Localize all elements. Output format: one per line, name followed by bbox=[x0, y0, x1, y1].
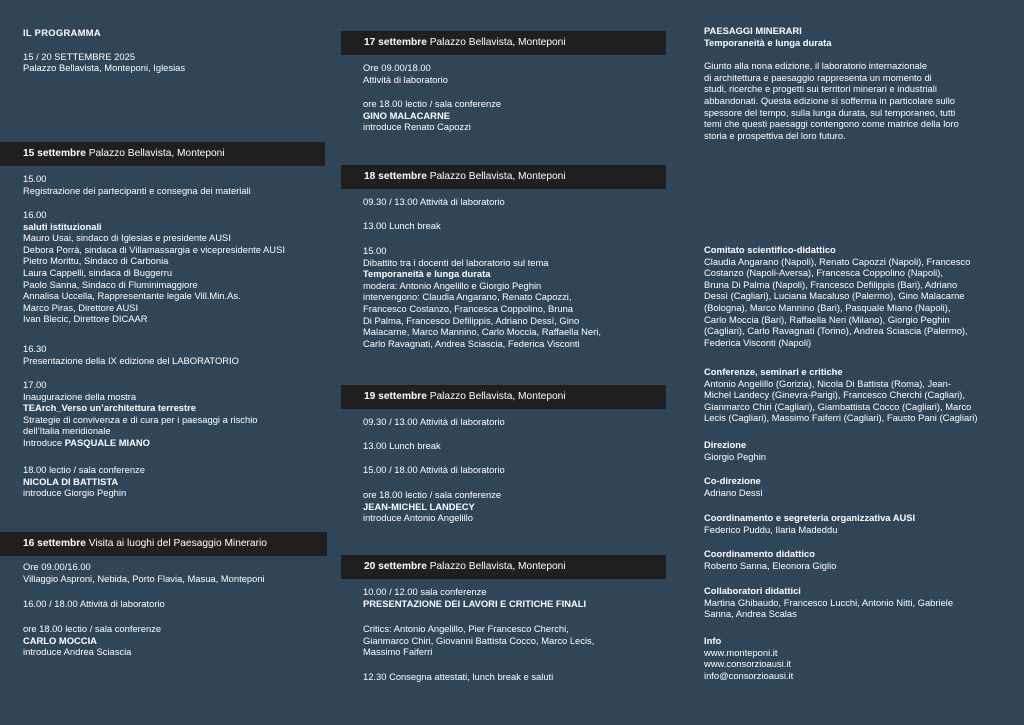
section-heading: Conferenze, seminari e critiche bbox=[704, 366, 843, 377]
section-line: Martina Ghibaudo, Francesco Lucchi, Antonio Nitti, Gabriele bbox=[704, 596, 954, 608]
day-place: Palazzo Bellavista, Monteponi bbox=[429, 561, 566, 572]
event-text: Di Palma, Francesco Defilippis, Adriano Dessì, Gino bbox=[363, 314, 580, 326]
event-lab-19b bbox=[363, 464, 671, 476]
event-text: Registrazione dei partecipanti e consegna dei materiali bbox=[23, 184, 251, 196]
day-place: Palazzo Bellavista, Monteponi bbox=[429, 171, 566, 182]
section-line: Dessì (Cagliari), Luciana Macaluso (Palermo), Gino Malacarne bbox=[704, 290, 965, 302]
event-closing bbox=[363, 671, 671, 683]
event-text: Presentazione della IX edizione del LABORATORIO bbox=[23, 354, 239, 366]
day-place: Visita ai luoghi del Paesaggio Minerario bbox=[88, 538, 267, 549]
event-text: Massimo Faiferri bbox=[363, 646, 433, 658]
event-text: introduce Antonio Angelillo bbox=[363, 512, 473, 524]
event-time: 16.00 bbox=[23, 209, 47, 220]
section-line: Lecis (Cagliari), Massimo Faiferri (Cagliari), Fausto Pani (Cagliari) bbox=[704, 412, 978, 424]
event-lab-19a bbox=[363, 416, 671, 428]
event-text: 15.00 / 18.00 Attività di laboratorio bbox=[363, 464, 505, 475]
conferences-section bbox=[704, 366, 1004, 424]
day-header-18 bbox=[341, 165, 666, 189]
section-heading: Info bbox=[704, 635, 722, 646]
event-saluti bbox=[23, 209, 340, 325]
day-place: Palazzo Bellavista, Monteponi bbox=[429, 391, 566, 402]
event-text: Dibattito tra i docenti del laboratorio sul tema bbox=[363, 256, 549, 268]
section-line: Sanna, Andrea Scalas bbox=[704, 608, 797, 620]
day-date: 20 settembre bbox=[364, 561, 427, 572]
day-header-19 bbox=[341, 385, 666, 409]
day-date: 16 settembre bbox=[23, 538, 86, 549]
event-title: TEArch_Verso un’architettura terrestre bbox=[23, 402, 196, 414]
section-heading: Comitato scientifico-didattico bbox=[704, 244, 836, 255]
section-line: (Cagliari), Carlo Ravagnati (Torino), Andrea Sciascia (Palermo), bbox=[704, 325, 968, 337]
event-text: Gianmarco Chiri, Giovanni Battista Cocco, Marco Lecis, bbox=[363, 634, 595, 646]
event-lectio-moccia bbox=[23, 623, 340, 658]
section-line: Federica Visconti (Napoli) bbox=[704, 336, 812, 348]
committee-section bbox=[704, 244, 1004, 348]
intro-line: di architettura e paesaggio rappresenta un momento di bbox=[704, 71, 932, 83]
event-title: JEAN-MICHEL LANDECY bbox=[363, 500, 475, 512]
event-text: Villaggio Asproni, Nebida, Porto Flavia, Masua, Monteponi bbox=[23, 572, 265, 584]
speaker-line: Mauro Usai, sindaco di Iglesias e presidente AUSI bbox=[23, 232, 231, 244]
event-text: dell’Italia meridionale bbox=[23, 425, 111, 437]
intro-line: abbandonati. Questa edizione si sofferma in particolare sullo bbox=[704, 94, 956, 106]
direction-section bbox=[704, 439, 1004, 462]
email-link[interactable]: info@consorzioausi.it bbox=[704, 669, 794, 681]
section-heading: Direzione bbox=[704, 439, 747, 450]
event-text: introduce Andrea Sciascia bbox=[23, 646, 132, 658]
event-text: 12.30 Consegna attestati, lunch break e saluti bbox=[363, 671, 554, 682]
event-registration bbox=[23, 173, 340, 196]
day-header-20 bbox=[341, 555, 666, 579]
speaker-line: Marco Piras, Direttore AUSI bbox=[23, 301, 139, 313]
event-time: ore 18.00 lectio / sala conferenze bbox=[363, 98, 502, 109]
program-header bbox=[23, 27, 340, 74]
program-venue: Palazzo Bellavista, Monteponi, Iglesias bbox=[23, 62, 186, 74]
event-text: Attività di laboratorio bbox=[363, 73, 448, 85]
event-text: 13.00 Lunch break bbox=[363, 440, 441, 451]
section-line: Claudia Angarano (Napoli), Renato Capozzi (Napoli), Francesco bbox=[704, 255, 971, 267]
event-lunch-18 bbox=[363, 220, 671, 232]
event-lab-18 bbox=[363, 196, 671, 208]
event-text: Inaugurazione della mostra bbox=[23, 390, 137, 402]
program-dates: 15 / 20 SETTEMBRE 2025 bbox=[23, 50, 136, 62]
event-presentation bbox=[23, 343, 340, 366]
day-date: 15 settembre bbox=[23, 148, 86, 159]
event-text: 16.00 / 18.00 Attività di laboratorio bbox=[23, 598, 165, 609]
event-lectio-malacarne bbox=[363, 98, 671, 133]
section-heading: Coordinamento didattico bbox=[704, 548, 815, 559]
event-time: 18.00 lectio / sala conferenze bbox=[23, 464, 145, 475]
intro-label: Introduce bbox=[23, 436, 63, 448]
event-lectio-landecy bbox=[363, 489, 671, 524]
section-line: Michel Landecy (Ginevra-Parigi), Francesco Cherchi (Cagliari), bbox=[704, 389, 966, 401]
section-line: Gianmarco Chiri (Cagliari), Giambattista Cocco (Cagliari), Marco bbox=[704, 400, 972, 412]
section-line: Giorgio Peghin bbox=[704, 450, 767, 462]
event-lab bbox=[23, 598, 340, 610]
event-title: PRESENTAZIONE DEI LAVORI E CRITICHE FINALI bbox=[363, 597, 587, 609]
speaker-line: Annalisa Uccella, Rappresentante legale Vill.Min.As. bbox=[23, 290, 241, 302]
intro-line: spessore del tempo, sulla lunga durata, sul temporaneo, tutti bbox=[704, 106, 956, 118]
event-title: CARLO MOCCIA bbox=[23, 634, 97, 646]
section-heading: Coordinamento e segreteria organizzativa AUSI bbox=[704, 512, 916, 523]
secretariat-section bbox=[704, 512, 1004, 535]
speaker-line: Laura Cappelli, sindaca di Buggerru bbox=[23, 266, 173, 278]
section-line: Federico Puddu, Ilaria Madeddu bbox=[704, 523, 838, 535]
day-date: 19 settembre bbox=[364, 391, 427, 402]
event-critics bbox=[363, 623, 671, 658]
website-link[interactable]: www.monteponi.it bbox=[704, 646, 778, 658]
section-line: Carlo Moccia (Bari), Raffaella Neri (Milano), Giorgio Peghin bbox=[704, 313, 950, 325]
intro-line: studi, ricerche e progetti sui territori minerari e industriali bbox=[704, 83, 937, 95]
event-text: Strategie di convivenza e di cura per i paesaggi a rischio bbox=[23, 413, 258, 425]
speaker-line: Paolo Sanna, Sindaco di Fluminimaggiore bbox=[23, 278, 198, 290]
event-lab-17 bbox=[363, 62, 671, 85]
event-text: Francesco Costanzo, Francesca Coppolino, Bruna bbox=[363, 302, 574, 314]
codirection-section bbox=[704, 475, 1004, 498]
event-lunch-19 bbox=[363, 440, 671, 452]
event-time: ore 18.00 lectio / sala conferenze bbox=[363, 489, 502, 500]
section-line: Costanzo (Napoli-Aversa), Francesca Coppolino (Napoli), bbox=[704, 267, 943, 279]
info-section bbox=[704, 635, 1004, 681]
event-text: intervengono: Claudia Angarano, Renato Capozzi, bbox=[363, 291, 572, 303]
event-debate bbox=[363, 245, 671, 349]
event-intro bbox=[23, 437, 340, 449]
intro-line: Giunto alla nona edizione, il laboratorio internazionale bbox=[704, 60, 928, 72]
event-text: introduce Giorgio Peghin bbox=[23, 487, 127, 499]
event-title: Temporaneità e lunga durata bbox=[363, 268, 491, 280]
event-title: saluti istituzionali bbox=[23, 220, 102, 232]
day-header-15 bbox=[0, 142, 325, 166]
speaker-line: Ivan Blecic, Direttore DICAAR bbox=[23, 313, 148, 325]
section-line: Roberto Sanna, Eleonora Giglio bbox=[704, 559, 837, 571]
event-visit bbox=[23, 561, 340, 584]
section-line: Antonio Angelillo (Gorizia), Nicola Di Battista (Roma), Jean- bbox=[704, 377, 951, 389]
website-link[interactable]: www.consorzioausi.it bbox=[704, 658, 792, 670]
event-text: 09.30 / 13.00 Attività di laboratorio bbox=[363, 196, 505, 207]
intro-line: temi che questi paesaggi contengono come matrice della loro bbox=[704, 118, 959, 130]
event-title: GINO MALACARNE bbox=[363, 109, 450, 121]
event-text: modera: Antonio Angelillo e Giorgio Peghin bbox=[363, 279, 542, 291]
event-text: Malacarne, Marco Mannino, Carlo Moccia, Raffaella Neri, bbox=[363, 326, 601, 338]
event-title: NICOLA DI BATTISTA bbox=[23, 475, 119, 487]
intro-line: storia e prospettiva del loro futuro. bbox=[704, 129, 846, 141]
day-date: 18 settembre bbox=[364, 171, 427, 182]
event-time: 15.00 bbox=[23, 173, 47, 184]
intro-section bbox=[704, 25, 1004, 141]
intro-name: PASQUALE MIANO bbox=[64, 436, 150, 448]
day-place: Palazzo Bellavista, Monteponi bbox=[429, 37, 566, 48]
section-title: PAESAGGI MINERARI bbox=[704, 25, 802, 36]
section-heading: Collaboratori didattici bbox=[704, 585, 801, 596]
day-place: Palazzo Bellavista, Monteponi bbox=[88, 148, 225, 159]
speaker-line: Pietro Morittu, Sindaco di Carbonia bbox=[23, 255, 169, 267]
collaborators-section bbox=[704, 585, 1004, 620]
day-header-17 bbox=[341, 31, 666, 55]
section-line: Bruna Di Palma (Napoli), Francesco Defilippis (Bari), Adriano bbox=[704, 278, 958, 290]
event-time: 17.00 bbox=[23, 379, 47, 390]
speaker-line: Debora Porrà, sindaca di Villamassargia e vicepresidente AUSI bbox=[23, 243, 285, 255]
event-final-presentation bbox=[363, 586, 671, 609]
didactic-coordination-section bbox=[704, 548, 1004, 571]
section-line: (Bologna), Marco Mannino (Bari), Pasquale Miano (Napoli), bbox=[704, 301, 951, 313]
program-title: IL PROGRAMMA bbox=[23, 27, 101, 38]
event-text: Carlo Ravagnati, Andrea Sciascia, Federica Visconti bbox=[363, 337, 580, 349]
event-time: 10.00 / 12.00 sala conferenze bbox=[363, 586, 487, 597]
event-text: introduce Renato Capozzi bbox=[363, 121, 471, 133]
day-header-16 bbox=[0, 532, 327, 556]
event-time: 15.00 bbox=[363, 245, 387, 256]
event-time: Ore 09.00/16.00 bbox=[23, 561, 91, 572]
event-text: 09.30 / 13.00 Attività di laboratorio bbox=[363, 416, 505, 427]
event-time: Ore 09.00/18.00 bbox=[363, 62, 431, 73]
day-date: 17 settembre bbox=[364, 37, 427, 48]
section-subtitle: Temporaneità e lunga durata bbox=[704, 36, 832, 48]
section-heading: Co-direzione bbox=[704, 475, 761, 486]
event-exhibition bbox=[23, 379, 340, 449]
event-text: Critics: Antonio Angelillo, Pier Francesco Cherchi, bbox=[363, 623, 569, 634]
event-lectio-dibattista bbox=[23, 464, 340, 499]
event-time: 16.30 bbox=[23, 343, 47, 354]
event-time: ore 18.00 lectio / sala conferenze bbox=[23, 623, 162, 634]
section-line: Adriano Dessì bbox=[704, 486, 763, 498]
event-text: 13.00 Lunch break bbox=[363, 220, 441, 231]
